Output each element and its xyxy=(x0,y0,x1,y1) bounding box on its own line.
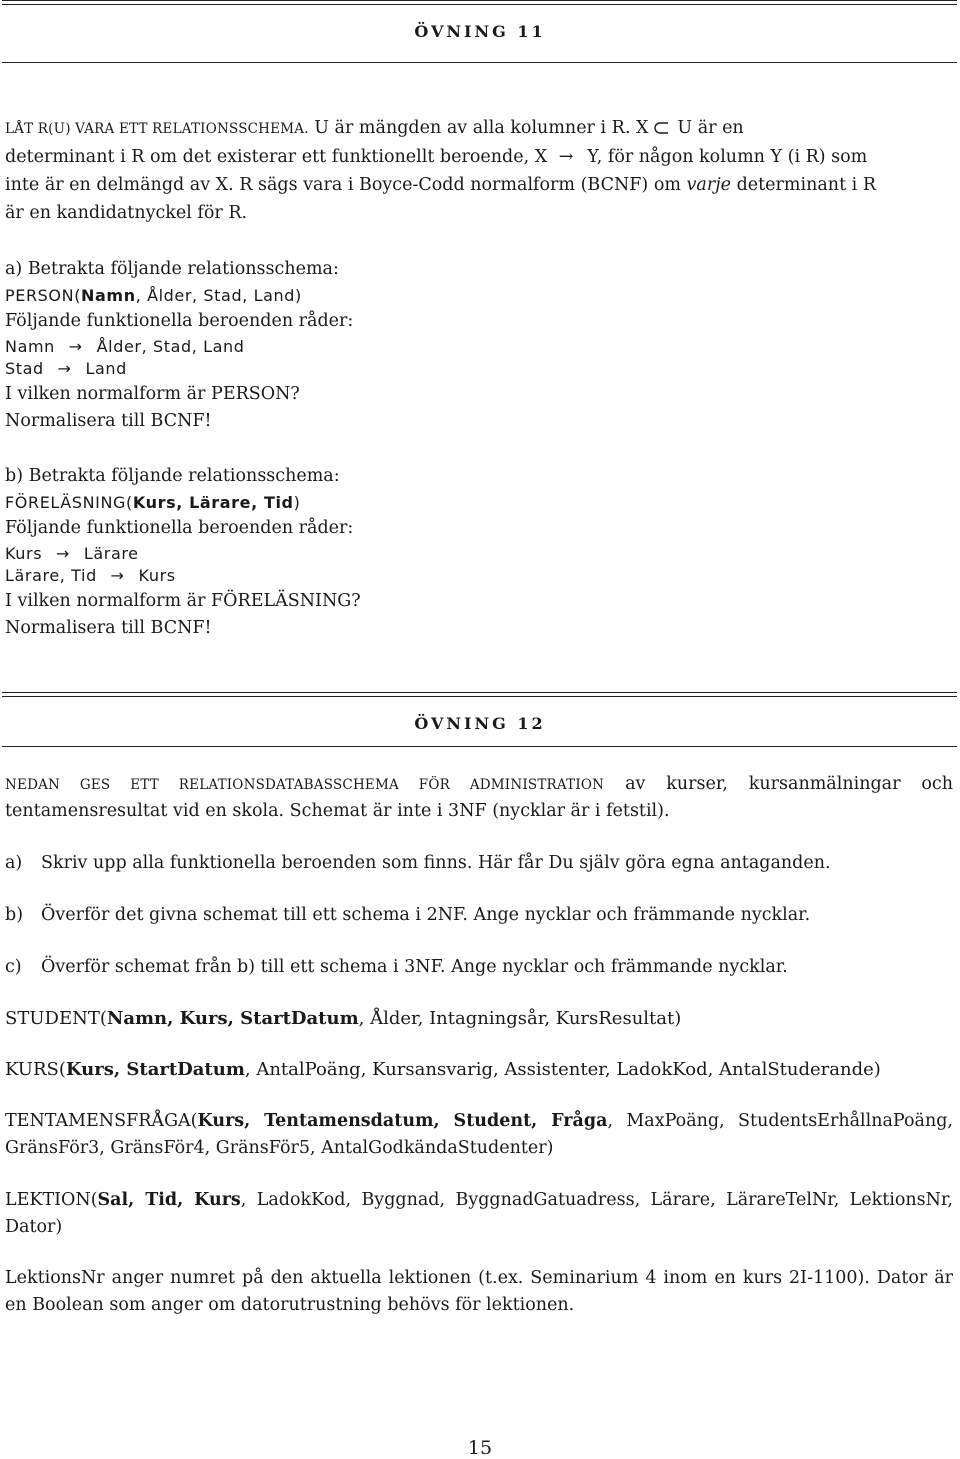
task-c-label: c) xyxy=(5,957,22,977)
heading-12-bottom-rule xyxy=(2,746,957,747)
arrow-right-icon: → xyxy=(55,544,70,563)
part-b-intro: b) Betrakta följande relationsschema: xyxy=(5,466,340,486)
top-rule xyxy=(2,0,957,5)
heading-11-rule xyxy=(2,62,957,63)
exercise-12-intro-line-1: NEDAN GES ETT RELATIONSDATABASSCHEMA FÖR ADMINISTRATION av kurser, kursanmälningar och xyxy=(5,774,953,794)
kurs-schema: KURS(Kurs, StartDatum, AntalPoäng, Kursansvarig, Assistenter, LadokKod, AntalStuderande) xyxy=(5,1059,881,1080)
intro-line-4: är en kandidatnyckel för R. xyxy=(5,203,248,223)
task-a-text: Skriv upp alla funktionella beroenden som finns. Här får Du själv göra egna antaganden. xyxy=(41,853,831,873)
part-a-question-1: I vilken normalform är PERSON? xyxy=(5,384,300,404)
subset-icon xyxy=(654,122,669,133)
intro-line-3: inte är en delmängd av X. R sägs vara i Boyce-Codd normalform (BCNF) om varje determinant i R xyxy=(5,175,877,195)
arrow-right-icon: → xyxy=(110,566,125,585)
task-b-label: b) xyxy=(5,905,24,925)
page-number: 15 xyxy=(467,1437,493,1459)
arrow-right-icon: → xyxy=(57,359,72,378)
part-a-fd-intro: Följande funktionella beroenden råder: xyxy=(5,311,354,331)
task-a-label: a) xyxy=(5,853,23,873)
tentamensfraga-schema-line-1: TENTAMENSFRÅGA(Kurs, Tentamensdatum, Student, Fråga, MaxPoäng, StudentsErhållnaPoäng, xyxy=(5,1111,953,1131)
part-b-question-1: I vilken normalform är FÖRELÄSNING? xyxy=(5,591,361,611)
exercise-11-heading: ÖVNING 11 xyxy=(414,22,546,41)
part-a-fd-2: Stad → Land xyxy=(5,359,127,378)
task-c-text: Överför schemat från b) till ett schema i 3NF. Ange nycklar och främmande nycklar. xyxy=(41,957,788,977)
part-b-question-2: Normalisera till BCNF! xyxy=(5,618,212,638)
student-schema: STUDENT(Namn, Kurs, StartDatum, Ålder, Intagningsår, KursResultat) xyxy=(5,1008,682,1029)
lektion-schema-line-2: Dator) xyxy=(5,1217,63,1237)
part-a-question-2: Normalisera till BCNF! xyxy=(5,411,212,431)
part-b-fd-1: Kurs → Lärare xyxy=(5,544,139,563)
note-line-1: LektionsNr anger numret på den aktuella lektionen (t.ex. Seminarium 4 inom en kurs 2I-1100). Dator är xyxy=(5,1268,953,1288)
part-b-fd-intro: Följande funktionella beroenden råder: xyxy=(5,518,354,538)
part-b-schema: FÖRELÄSNING(Kurs, Lärare, Tid) xyxy=(5,493,301,512)
intro-line-2: determinant i R om det existerar ett funktionellt beroende, X → Y, för någon kolumn Y (i R) som xyxy=(5,147,868,167)
part-b-fd-2: Lärare, Tid → Kurs xyxy=(5,566,176,585)
task-b-text: Överför det givna schemat till ett schema i 2NF. Ange nycklar och främmande nycklar. xyxy=(41,905,811,925)
intro-line-1: LÅT R(U) VARA ETT RELATIONSSCHEMA. U är mängden av alla kolumner i R. X U är en xyxy=(5,118,744,138)
exercise-12-intro-line-2: tentamensresultat vid en skola. Schemat är inte i 3NF (nycklar är i fetstil). xyxy=(5,801,670,821)
lektion-schema-line-1: LEKTION(Sal, Tid, Kurs, LadokKod, Byggnad, ByggnadGatuadress, Lärare, LärareTelNr, LektionsNr, xyxy=(5,1190,953,1210)
part-a-intro: a) Betrakta följande relationsschema: xyxy=(5,259,339,279)
note-line-2: en Boolean som anger om datorutrustning behövs för lektionen. xyxy=(5,1295,575,1315)
heading-12-top-rule xyxy=(2,692,957,697)
part-a-schema: PERSON(Namn, Ålder, Stad, Land) xyxy=(5,286,302,305)
arrow-right-icon: → xyxy=(558,147,574,167)
exercise-12-heading: ÖVNING 12 xyxy=(414,714,546,733)
part-a-fd-1: Namn → Ålder, Stad, Land xyxy=(5,337,245,356)
tentamensfraga-schema-line-2: GränsFör3, GränsFör4, GränsFör5, AntalGodkändaStudenter) xyxy=(5,1138,554,1158)
arrow-right-icon: → xyxy=(68,337,83,356)
